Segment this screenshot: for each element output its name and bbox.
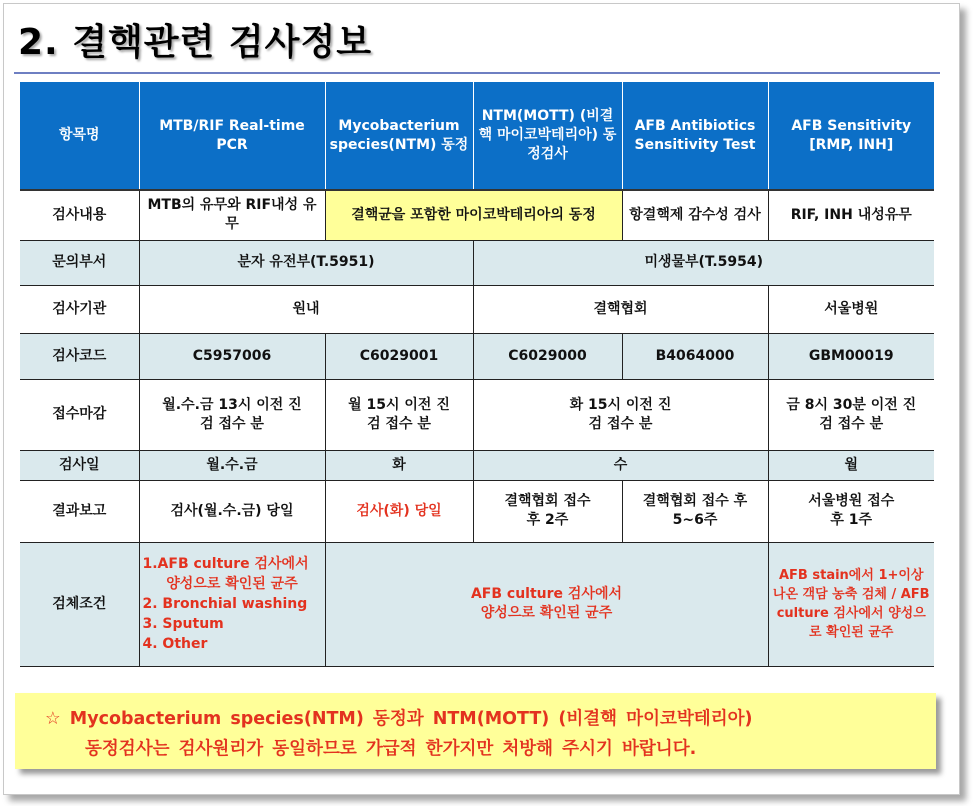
- table-row-code: [20, 333, 934, 379]
- specimen-c5: AFB stain에서 1+이상 나온 객담 농축 검체 / AFB culture 검사에서 양성으로 확인된 균주: [768, 542, 934, 666]
- report-c2: 검사(화) 당일: [325, 480, 473, 542]
- report-c1: 검사(월.수.금) 당일: [139, 480, 325, 542]
- deadline-c2: 월 15시 이전 진검 접수 분: [325, 379, 473, 450]
- table-header-row: [20, 82, 934, 190]
- specimen-c1-line5: 4. Other: [142, 636, 208, 652]
- header-ntm-species: Mycobacterium species(NTM) 동정: [325, 82, 473, 190]
- day-c5: 월: [768, 450, 934, 480]
- org-kntp: 결핵협회: [473, 285, 768, 333]
- row-label-org: 검사기관: [20, 285, 139, 333]
- day-c2: 화: [325, 450, 473, 480]
- content-ntm: 결핵균을 포함한 마이코박테리아의 동정: [325, 190, 622, 240]
- content-afb-rmp: RIF, INH 내성유무: [768, 190, 934, 240]
- title-divider: [14, 72, 940, 74]
- deadline-c1: 월.수.금 13시 이전 진검 접수 분: [139, 379, 325, 450]
- report-c4: 결핵협회 접수 후 5~6주: [622, 480, 768, 542]
- code-c4: B4064000: [622, 333, 768, 379]
- specimen-c234: AFB culture 검사에서 양성으로 확인된 균주: [325, 542, 768, 666]
- table-row-deadline: [20, 379, 934, 450]
- row-label-deadline: 접수마감: [20, 379, 139, 450]
- code-c5: GBM00019: [768, 333, 934, 379]
- test-info-table: [20, 82, 934, 667]
- specimen-c1-line4: 3. Sputum: [142, 616, 224, 632]
- table-row-org: [20, 285, 934, 333]
- day-c34: 수: [473, 450, 768, 480]
- table-row-content: [20, 190, 934, 240]
- header-afb-sensitivity: AFB Sensitivity [RMP, INH]: [768, 82, 934, 190]
- header-item-name: 항목명: [20, 82, 139, 190]
- specimen-c1-line3: 2. Bronchial washing: [142, 596, 308, 612]
- header-mtb-rif-pcr: MTB/RIF Real-time PCR: [139, 82, 325, 190]
- dept-micro: 미생물부(T.5954): [473, 240, 934, 285]
- prescription-note: [15, 693, 936, 769]
- dept-molecular: 분자 유전부(T.5951): [139, 240, 473, 285]
- org-inhouse: 원내: [139, 285, 473, 333]
- specimen-c1: [139, 542, 325, 666]
- specimen-c1-line1: 1.AFB culture 검사에서: [142, 556, 309, 572]
- header-ntm-mott: NTM(MOTT) (비결핵 마이코박테리아) 동정검사: [473, 82, 622, 190]
- row-label-content: 검사내용: [20, 190, 139, 240]
- specimen-c1-line2: 양성으로 확인된 균주: [166, 576, 298, 592]
- code-c2: C6029001: [325, 333, 473, 379]
- table-row-dept: [20, 240, 934, 285]
- code-c1: C5957006: [139, 333, 325, 379]
- report-c5: 서울병원 접수 후 1주: [768, 480, 934, 542]
- content-afb-test: 항결핵제 감수성 검사: [622, 190, 768, 240]
- page-title: 2. 결핵관련 검사정보: [18, 22, 372, 63]
- content-mtb: MTB의 유무와 RIF내성 유무: [139, 190, 325, 240]
- report-c3: 결핵협회 접수 후 2주: [473, 480, 622, 542]
- row-label-code: 검사코드: [20, 333, 139, 379]
- org-seoul: 서울병원: [768, 285, 934, 333]
- deadline-c34: 화 15시 이전 진검 접수 분: [473, 379, 768, 450]
- table-row-specimen: [20, 542, 934, 666]
- day-c1: 월.수.금: [139, 450, 325, 480]
- row-label-specimen: 검체조건: [20, 542, 139, 666]
- code-c3: C6029000: [473, 333, 622, 379]
- row-label-report: 결과보고: [20, 480, 139, 542]
- note-line-2: 동정검사는 검사원리가 동일하므로 가급적 한가지만 처방해 주시기 바랍니다.: [85, 739, 697, 759]
- deadline-c5: 금 8시 30분 이전 진검 접수 분: [768, 379, 934, 450]
- table-row-day: [20, 450, 934, 480]
- row-label-dept: 문의부서: [20, 240, 139, 285]
- table-row-report: [20, 480, 934, 542]
- header-afb-antibiotics: AFB Antibiotics Sensitivity Test: [622, 82, 768, 190]
- note-line-1: ☆ Mycobacterium species(NTM) 동정과 NTM(MOTT) (비결핵 마이코박테리아): [45, 709, 753, 729]
- row-label-day: 검사일: [20, 450, 139, 480]
